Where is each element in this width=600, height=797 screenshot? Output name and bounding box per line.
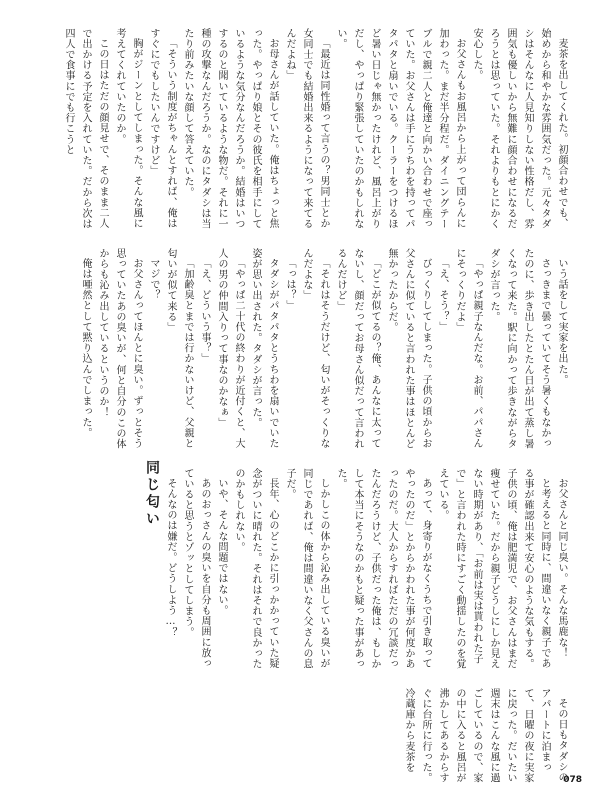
paragraph: タダシがパタパタとうちわを扇いでいた姿が思い出された。タダシが言った。	[250, 248, 278, 449]
paragraph: しかしこの体から沁み出している臭いが同じであれば、俺は間違いなく父さんの息子だ。	[284, 468, 329, 670]
text-tier-second	[25, 248, 570, 453]
paragraph: あのおっさんの臭いを自分も周囲に放っていると思うとゾッとしてしまう。	[182, 468, 210, 669]
text-tier-third	[25, 468, 570, 673]
paragraph: いや、そんな問題ではない。	[216, 478, 227, 616]
paragraph: 俺は唖然として黙り込んでしまった。	[80, 258, 91, 439]
paragraph: 「やっぱ親子なんだな。お前、パパさんにそっくりだよ」	[454, 248, 482, 449]
paragraph: 「それはそうだけど、匂いがそっくりなんだよな」	[301, 248, 329, 449]
paragraph: 「最近は同性婚って言うの？男同士とか女同士でも結婚出来るようになって来てるんだよね」	[284, 28, 329, 230]
text-tier-bottom	[25, 688, 570, 786]
paragraph: お父さんもお風呂から上がって団らんに加わった。まだ半分程だ。ダイニングテーブルで親二人と俺達と向かい合わせで座っていた。お父さんは手にうちわを持ってパタパタと扇いでいる。クーラーをつけるほど暑い日じゃ無かったけれど、風呂上がりだし、やっぱり緊張していたのかもしれない。	[335, 28, 465, 230]
paragraph: 「え、どういう事？」	[199, 258, 210, 364]
paragraph: 「そういう制度がちゃんとすれば、俺はすぐにでもしたいんですけど」	[148, 28, 176, 229]
paragraph: 「っは？」	[284, 258, 295, 311]
paragraph: さっきまで曇っていてそう暑くもなかったのに、歩き出したとたん日が出て蒸し暑くなって来た。駅に向かって歩きながらタダシが言った。	[488, 248, 550, 450]
paragraph: 「加齢臭とまでは行かないけど、父親と匂いが似て来る」	[165, 248, 193, 449]
paragraph: マジで？	[148, 258, 159, 301]
paragraph: お父さんってほんとに臭い。ずっとそう思っていたあの臭いが、何と自分のこの体からも沁み出しているというのか！	[97, 248, 142, 450]
paragraph: 胸がジーンとしてしまった。そんな風に考えてくれていたのか。	[114, 28, 142, 229]
paragraph: そんなのは嫌だ。どうしよう…？	[165, 478, 176, 638]
paragraph: その日もタダシのアパートに泊まって、日曜の夜に実家に戻った。だいたい週末はこんな風に過ごしているので、家の中に入ると風呂が沸かしてあるからすぐに台所に行った。冷蔵庫から麦茶を	[403, 688, 567, 784]
paragraph: この日はただの顔見せで、そのまま二人で出かける予定を入れていた。だから次は四人で食事にでも行こうと	[63, 28, 108, 230]
paragraph: びっくりしてしまった。子供の頃からお父さんに似ていると言われた事はほとんど無かったからだ。	[386, 248, 431, 450]
paragraph: 「やっぱ二十代の終わりが近付くと、大人の男の仲間入りって事なのかなぁ」	[216, 248, 244, 449]
paragraph: いう話をして実家を出た。	[556, 258, 567, 386]
paragraph: あって、身寄りがなくうちで引き取ってやったのだ」とからかわれた事が何度かあったのだ。大人からすればただの冗談だったんだろうけど、子供だった俺は、もしかして本当にそうなのかもと疑った事があった。	[335, 468, 431, 670]
paragraph: 麦茶を出してくれた。初顔合わせでも、始めから和やかな雰囲気だった。元々タダシはそんなに人見知りしない性格だし、雰囲気も優しいから無難に顔合わせになるだろうとは思っていた。それよりもとにかく安心した。	[471, 28, 567, 230]
page-number: 078	[563, 775, 582, 785]
paragraph: 「え、そう？」	[437, 258, 448, 333]
paragraph: お父さんと同じ臭い。そんな馬鹿な！	[556, 478, 567, 659]
paragraph: と考えると同時に、間違いなく親子である事が確認出来て安心のような気もする。子供の頃、俺は肥満児で、お父さんはまだ痩せていた。だから親子どうしにしか見えない時期があり、「お前は実は貰われた子で」と言われた時にすごく動揺したのを覚えている。	[437, 468, 550, 670]
paragraph: 長年、心のどこかに引っかかっていた疑念がついに晴れた。それはそれで良かったのかもしれない。	[233, 468, 278, 670]
paragraph: 「どこが似てるの？俺、あんなに太ってないし、顔だってお母さん似だって言われるんだけど」	[335, 248, 380, 450]
section-heading: 同じ匂い	[144, 460, 160, 528]
text-tier-top	[25, 28, 570, 233]
paragraph: お母さんが話していた。俺はちょっと焦った。やっぱり娘とその彼氏を相手にしているような気分なんだろうか。結婚はいつするのと聞いているような物だ。それに一種の攻撃なんだろうか。なのにタダシは当たり前みたいな顔して答えていた。	[182, 28, 278, 230]
